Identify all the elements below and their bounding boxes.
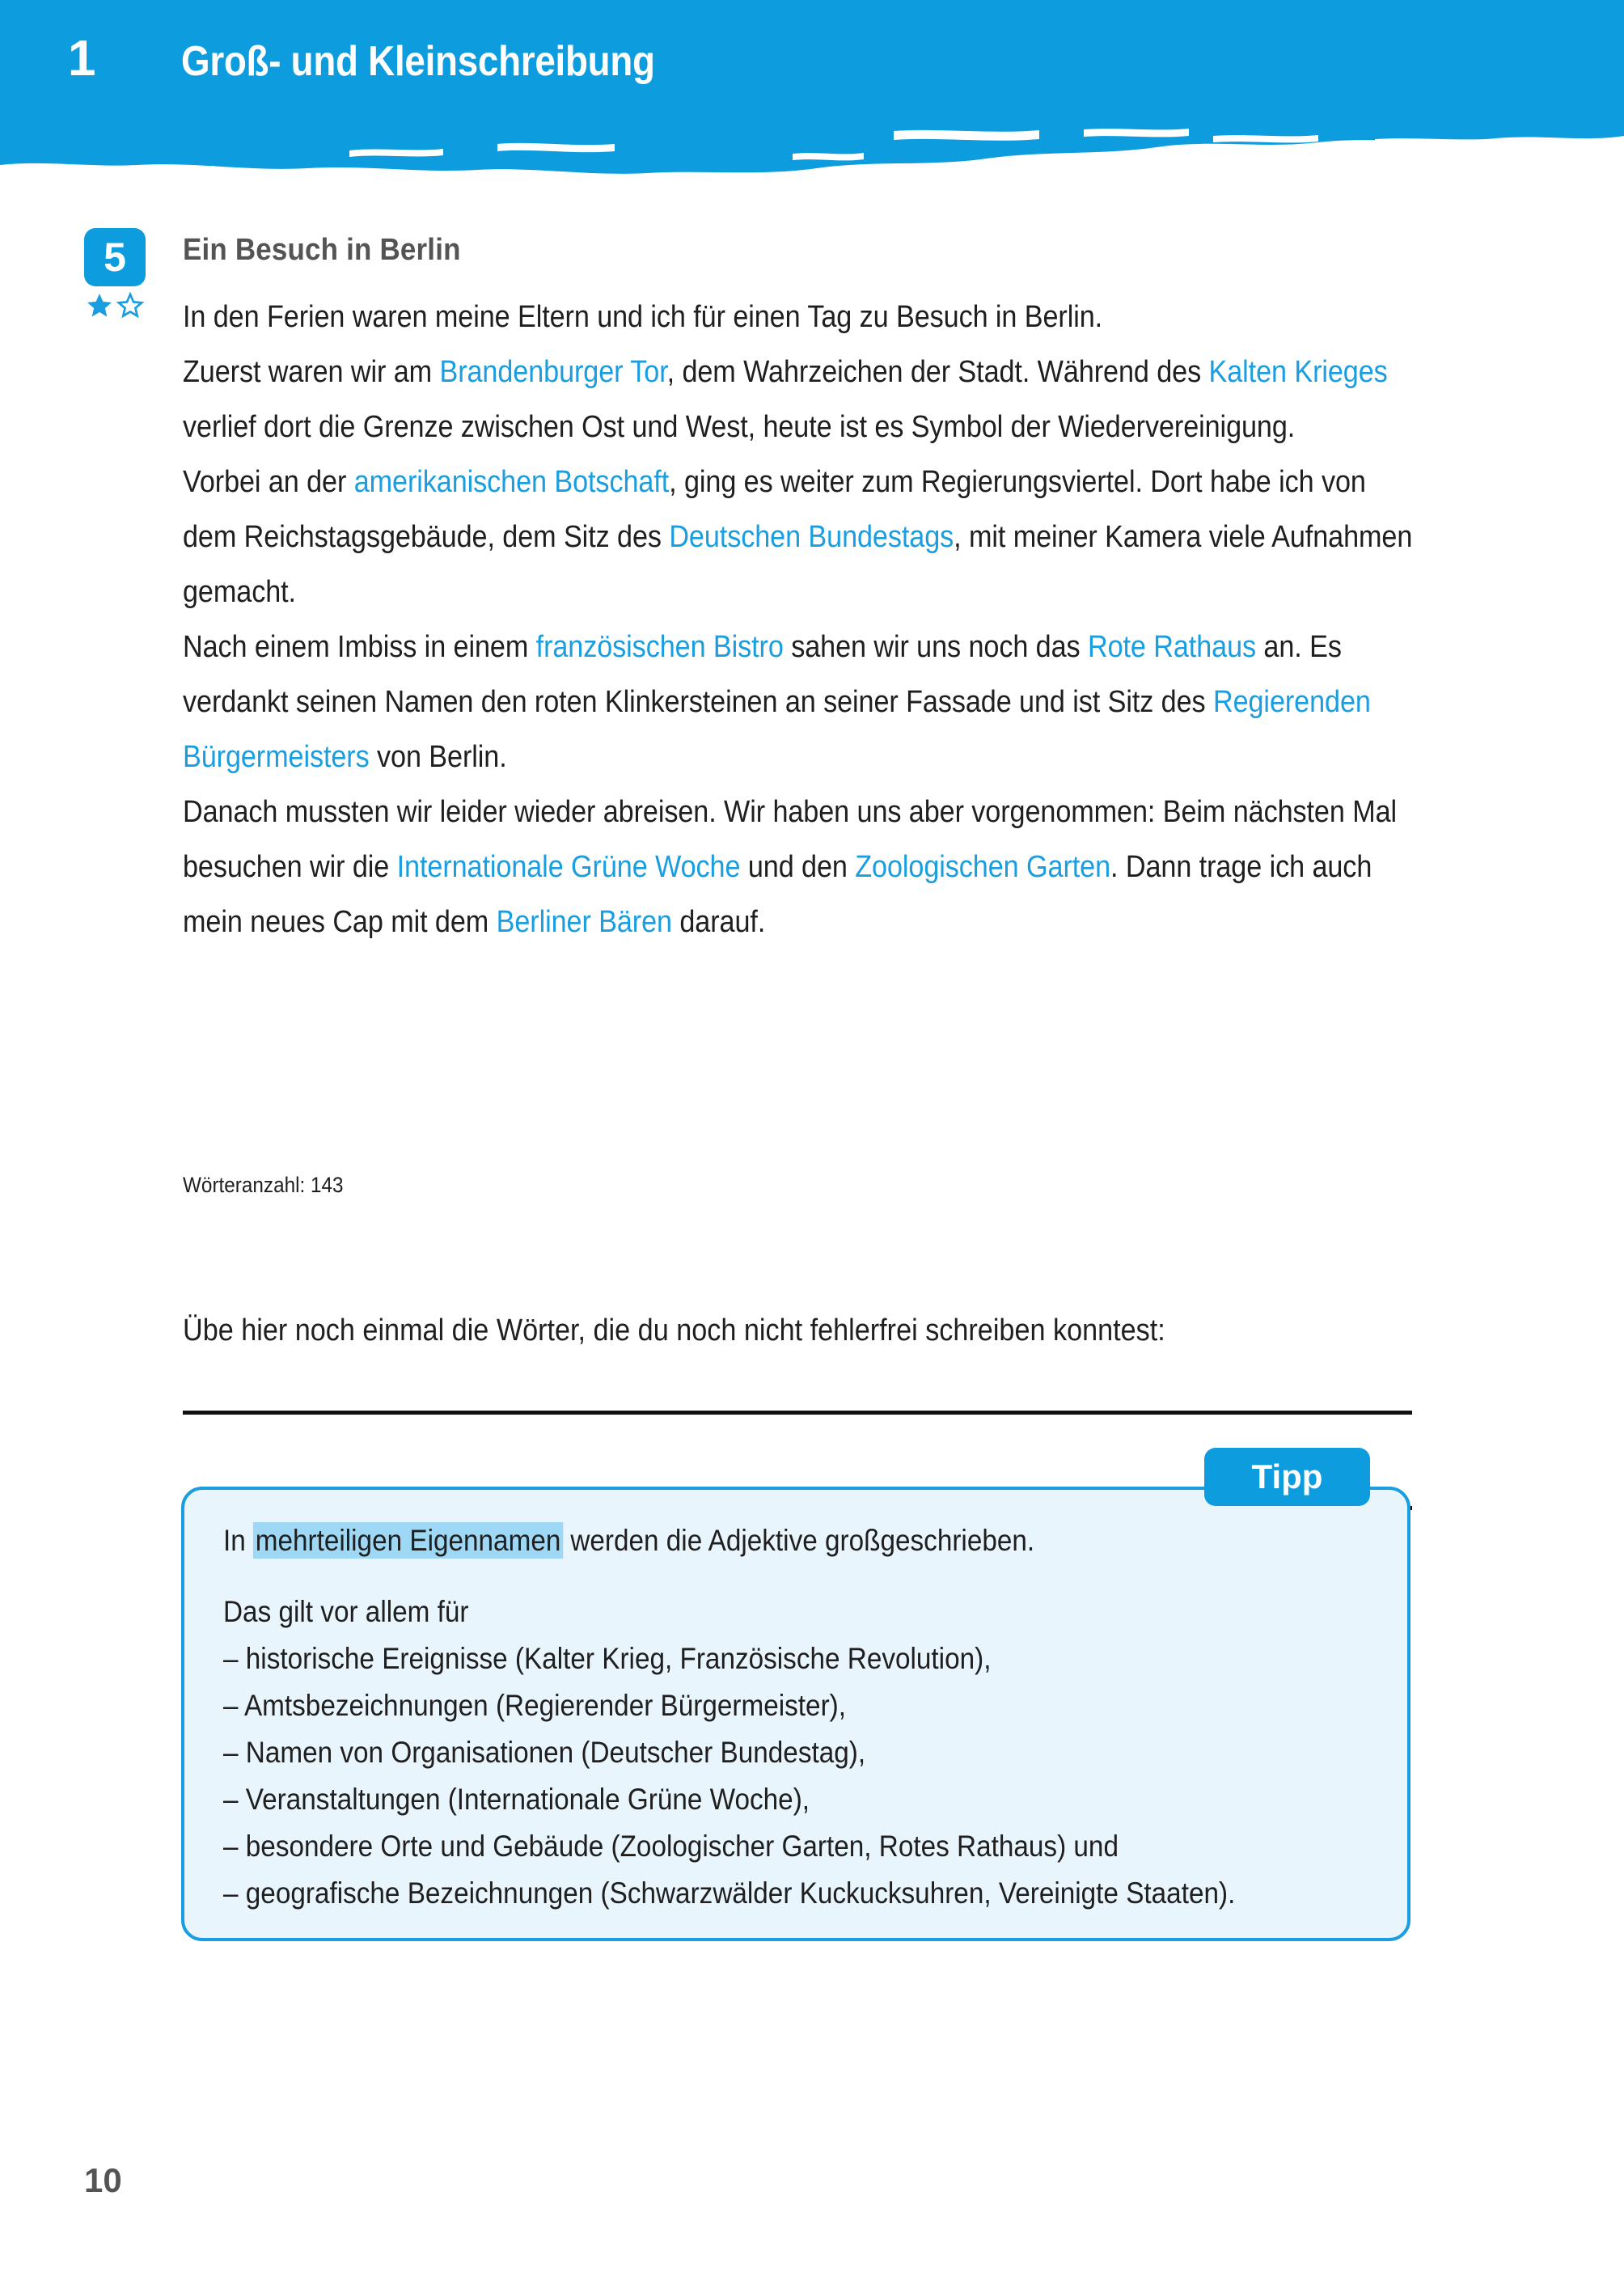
- header-title-group: [68, 31, 720, 87]
- tipp-rule-item: [223, 1635, 1444, 1682]
- story-paragraph: [183, 455, 1427, 620]
- highlighted-proper-noun: Internationale Grüne Woche: [396, 850, 741, 884]
- exercise-badge-column: [84, 228, 181, 320]
- tipp-rule-text: Amtsbezeichnungen (Regierender Bürgermeister),: [243, 1689, 847, 1722]
- highlighted-proper-noun: Rote Rathaus: [1087, 630, 1257, 664]
- tipp-rule-item: [223, 1729, 1444, 1776]
- bullet-marker: –: [223, 1830, 246, 1863]
- bullet-marker: –: [223, 1736, 246, 1769]
- story-text-run: , mit meiner Kamera viele Aufnahmen gemacht.: [183, 520, 1413, 609]
- tipp-rule-item: [223, 1776, 1444, 1823]
- tipp-rule-list: [223, 1635, 1444, 1917]
- star-outline-icon: [116, 291, 145, 320]
- chapter-header: [0, 0, 1624, 202]
- story-text-run: an. Es verdankt seinen Namen den roten Klinkersteinen an seiner Fassade und ist Sitz des: [183, 630, 1342, 719]
- tipp-box: [181, 1487, 1410, 1941]
- story-text-run: Vorbei an der: [183, 465, 354, 499]
- chapter-title: Groß- und Kleinschreibung: [181, 38, 655, 85]
- highlighted-proper-noun: Zoologischen Garten: [855, 850, 1111, 884]
- exercise-number-badge: 5: [84, 228, 146, 286]
- tipp-lead-before: In: [223, 1524, 254, 1557]
- star-filled-icon: [85, 291, 114, 320]
- story-text-run: . Dann trage ich auch mein neues Cap mit dem: [183, 850, 1372, 939]
- tipp-tab-label: Tipp: [1204, 1448, 1370, 1506]
- tipp-rule-text: geografische Bezeichnungen (Schwarzwälder Kuckucksuhren, Vereinigte Staaten).: [245, 1876, 1236, 1910]
- exercise-instruction: Übe hier noch einmal die Wörter, die du noch nicht fehlerfrei schreiben konntest:: [183, 1314, 1165, 1347]
- tipp-rule-text: besondere Orte und Gebäude (Zoologischer Garten, Rotes Rathaus) und: [245, 1830, 1119, 1863]
- story-paragraph: [183, 785, 1427, 950]
- chapter-number: 1: [68, 31, 95, 87]
- tipp-content: [223, 1517, 1444, 1917]
- story-text-run: und den: [740, 850, 856, 884]
- story-text-run: Zuerst waren wir am: [183, 355, 440, 389]
- tipp-rule-text: historische Ereignisse (Kalter Krieg, Französische Revolution),: [245, 1642, 992, 1675]
- tipp-box-wrapper: [0, 1448, 1624, 1949]
- highlighted-proper-noun: Deutschen Bundestags: [669, 520, 954, 554]
- tipp-rule-item: [223, 1823, 1444, 1870]
- highlighted-proper-noun: französischen Bistro: [535, 630, 784, 664]
- highlighted-proper-noun: Regierenden Bürgermeisters: [183, 685, 1371, 774]
- story-paragraph: [183, 290, 1427, 345]
- tipp-lead-after: werden die Adjektive großgeschrieben.: [563, 1524, 1035, 1557]
- tipp-rule-item: [223, 1682, 1444, 1729]
- tipp-subheading: Das gilt vor allem für: [223, 1595, 469, 1628]
- bullet-marker: –: [223, 1689, 244, 1722]
- tipp-rule-item: [223, 1870, 1444, 1917]
- bullet-marker: –: [223, 1642, 246, 1675]
- highlighted-proper-noun: Brandenburger Tor: [439, 355, 667, 389]
- highlighted-proper-noun: amerikanischen Botschaft: [353, 465, 670, 499]
- tipp-rule-text: Namen von Organisationen (Deutscher Bundestag),: [245, 1736, 866, 1769]
- exercise-title: Ein Besuch in Berlin: [183, 233, 461, 267]
- exercise-text-body: [183, 290, 1428, 950]
- story-text-run: Danach mussten wir leider wieder abreisen. Wir haben uns aber vorgenommen: Beim nächsten Mal besuchen wir die: [183, 795, 1398, 884]
- tipp-rule-text: Veranstaltungen (Internationale Grüne Woche),: [245, 1783, 810, 1816]
- story-paragraph: [183, 345, 1427, 455]
- tipp-highlighted-phrase: mehrteiligen Eigennamen: [253, 1522, 563, 1559]
- difficulty-stars: [84, 291, 146, 320]
- story-text-run: In den Ferien waren meine Eltern und ich für einen Tag zu Besuch in Berlin.: [183, 300, 1103, 334]
- story-paragraph: [183, 620, 1427, 785]
- highlighted-proper-noun: Berliner Bären: [496, 905, 672, 939]
- word-count-label: Wörteranzahl: 143: [183, 1173, 344, 1197]
- tipp-lead-text: [223, 1517, 1444, 1564]
- page-number: 10: [84, 2161, 122, 2199]
- story-text-run: darauf.: [671, 905, 766, 939]
- story-text-run: verlief dort die Grenze zwischen Ost und West, heute ist es Symbol der Wiedervereinigung.: [183, 410, 1296, 444]
- bullet-marker: –: [223, 1876, 246, 1910]
- header-brush-band: [0, 0, 1624, 202]
- bullet-marker: –: [223, 1783, 246, 1816]
- story-text-run: sahen wir uns noch das: [783, 630, 1088, 664]
- story-text-run: , ging es weiter zum Regierungsviertel. Dort habe ich von dem Reichstagsgebäude, dem Sitz des: [183, 465, 1366, 554]
- highlighted-proper-noun: Kalten Krieges: [1208, 355, 1388, 389]
- story-text-run: von Berlin.: [369, 740, 507, 774]
- story-text-run: , dem Wahrzeichen der Stadt. Während des: [666, 355, 1209, 389]
- answer-line[interactable]: [183, 1411, 1412, 1415]
- story-text-run: Nach einem Imbiss in einem: [183, 630, 536, 664]
